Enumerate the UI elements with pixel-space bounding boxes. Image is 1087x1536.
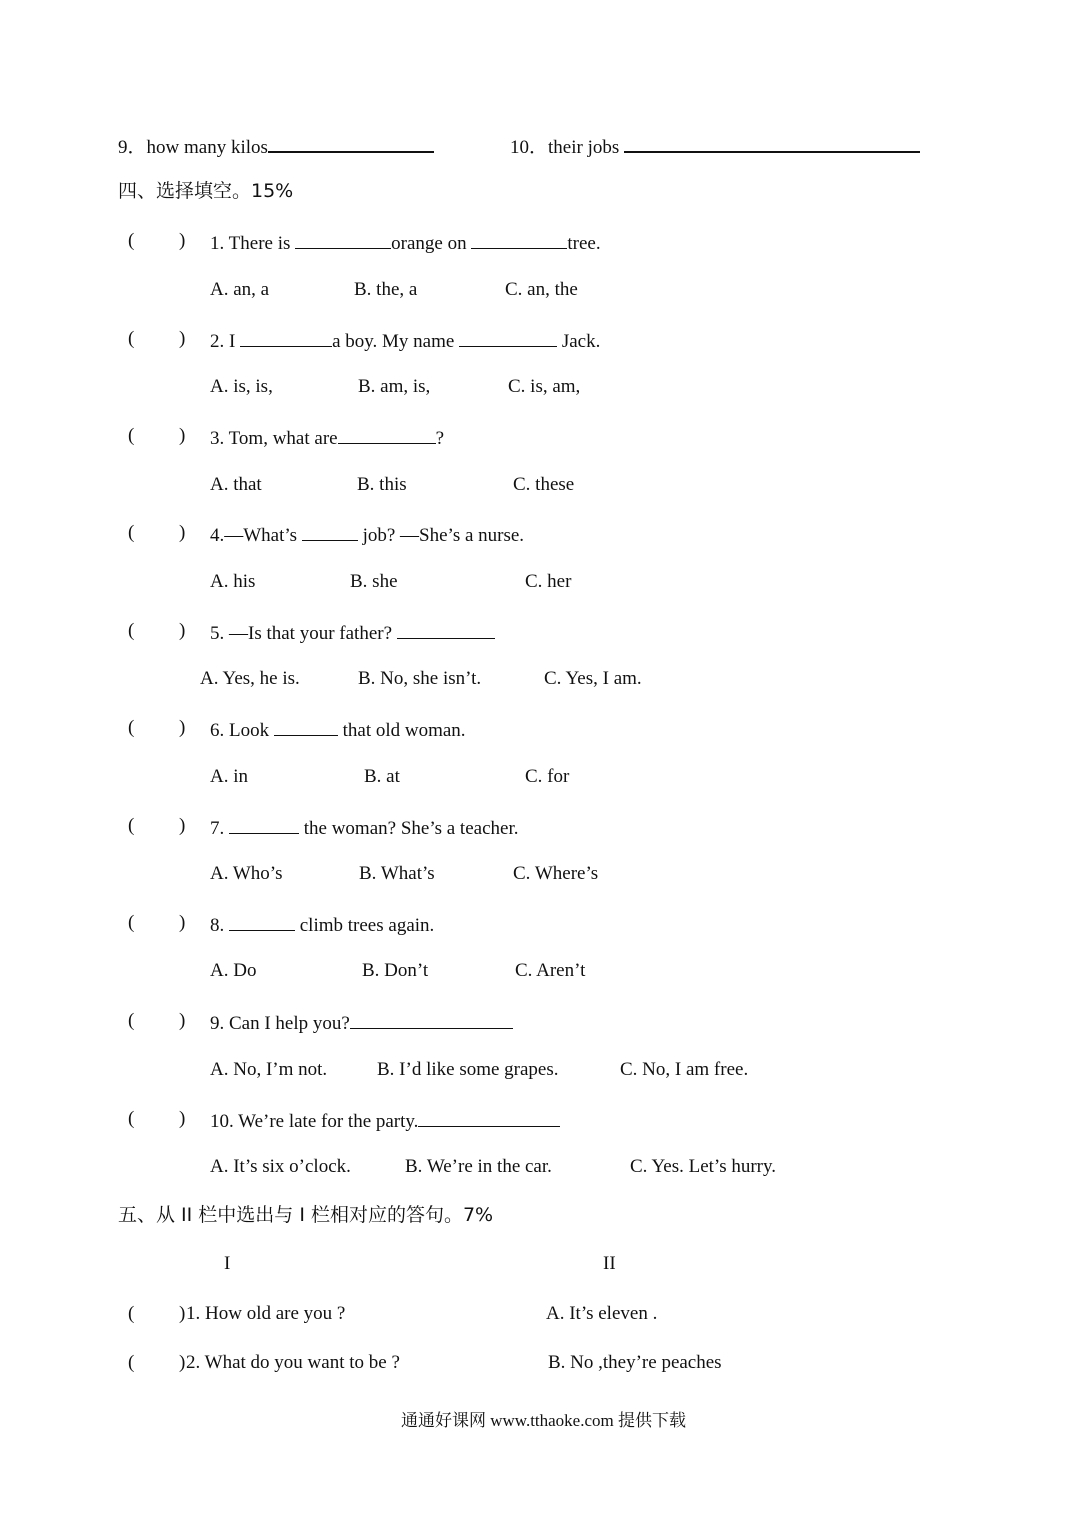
fill-blank[interactable]	[338, 424, 436, 444]
paren-open: (	[128, 522, 135, 543]
fill-blank[interactable]	[295, 229, 391, 249]
paren-close: )	[179, 425, 186, 446]
answer-paren-blank[interactable]	[146, 911, 176, 935]
paren-open: (	[128, 912, 135, 933]
vocab-text: how many kilos	[146, 137, 268, 158]
section-5-title: 五、从 II 栏中选出与 I 栏相对应的答句。7%	[118, 1204, 494, 1226]
question-stem	[210, 1107, 560, 1134]
option-a[interactable]: A. his	[210, 571, 256, 592]
answer-paren-blank[interactable]	[146, 716, 176, 740]
option-b[interactable]: B. No, she isn’t.	[358, 668, 482, 689]
paren-open: (	[128, 620, 135, 641]
question-text: ?	[435, 428, 445, 449]
option-c[interactable]: C. is, am,	[508, 376, 581, 397]
option-a[interactable]: A. It’s six o’clock.	[210, 1156, 351, 1177]
question-text: a boy. My name	[332, 331, 460, 352]
answer-paren-blank[interactable]	[146, 424, 176, 448]
option-b[interactable]: B. this	[357, 474, 407, 495]
answer-blank[interactable]	[624, 132, 920, 153]
column-1-header: I	[224, 1253, 231, 1274]
option-b[interactable]: B. am, is,	[358, 376, 431, 397]
vocab-item-10	[510, 132, 920, 160]
answer-paren-blank[interactable]	[146, 814, 176, 838]
answer-paren-blank[interactable]	[147, 1351, 177, 1375]
question-stem	[210, 814, 518, 841]
fill-blank[interactable]	[471, 229, 567, 249]
paren-open: (	[128, 1108, 135, 1129]
option-b[interactable]: B. she	[350, 571, 398, 592]
answer-paren-blank[interactable]	[146, 1107, 176, 1131]
option-a[interactable]: A. Do	[210, 960, 257, 981]
option-a[interactable]: A. an, a	[210, 279, 270, 300]
paren-close: )	[179, 522, 186, 543]
vocab-number: 10．	[510, 137, 549, 158]
question-stem	[210, 911, 434, 938]
column-2-header: II	[603, 1253, 616, 1274]
paren-close: )	[179, 1303, 186, 1324]
question-text: job? —She’s a nurse.	[357, 525, 525, 546]
question-text: Jack.	[557, 331, 601, 352]
footer-credit: 通通好课网 www.tthaoke.com 提供下载	[400, 1411, 687, 1430]
question-text: climb trees again.	[295, 915, 435, 936]
question-text: 3. Tom, what are	[210, 428, 338, 449]
question-text: 9. Can I help you?	[210, 1013, 350, 1034]
option-b[interactable]: B. We’re in the car.	[405, 1156, 552, 1177]
question-text: 2. I	[210, 331, 241, 352]
question-text: 1. There is	[210, 233, 296, 254]
paren-close: )	[179, 912, 186, 933]
paren-open: (	[128, 717, 135, 738]
question-text: that old woman.	[337, 720, 466, 741]
paren-close: )	[179, 1108, 186, 1129]
question-text: 5. —Is that your father?	[210, 623, 397, 644]
option-a[interactable]: A. in	[210, 766, 248, 787]
paren-open: (	[128, 1010, 135, 1031]
match-question: 1. How old are you ?	[186, 1303, 346, 1324]
answer-blank[interactable]	[268, 132, 434, 153]
match-question: 2. What do you want to be ?	[186, 1352, 400, 1373]
paren-open: (	[128, 1352, 135, 1373]
fill-blank[interactable]	[418, 1107, 560, 1127]
option-b[interactable]: B. What’s	[359, 863, 435, 884]
paren-close: )	[179, 230, 186, 251]
question-stem	[210, 229, 601, 256]
option-c[interactable]: C. Yes, I am.	[544, 668, 642, 689]
option-c[interactable]: C. an, the	[505, 279, 578, 300]
option-a[interactable]: A. Who’s	[210, 863, 283, 884]
option-c[interactable]: C. her	[525, 571, 572, 592]
paren-open: (	[128, 230, 135, 251]
option-b[interactable]: B. the, a	[354, 279, 418, 300]
section-4-title: 四、选择填空。15%	[118, 180, 294, 202]
paren-close: )	[179, 1352, 186, 1373]
fill-blank[interactable]	[350, 1009, 513, 1029]
option-a[interactable]: A. is, is,	[210, 376, 273, 397]
vocab-number: 9．	[118, 137, 147, 158]
fill-blank[interactable]	[397, 619, 495, 639]
option-c[interactable]: C. for	[525, 766, 570, 787]
question-stem	[210, 1009, 513, 1036]
answer-paren-blank[interactable]	[146, 521, 176, 545]
answer-paren-blank[interactable]	[146, 327, 176, 351]
fill-blank[interactable]	[459, 327, 557, 347]
option-b[interactable]: B. Don’t	[362, 960, 429, 981]
question-text: 8.	[210, 915, 229, 936]
option-b[interactable]: B. at	[364, 766, 400, 787]
match-answer: A. It’s eleven .	[546, 1303, 658, 1324]
paren-close: )	[179, 717, 186, 738]
fill-blank[interactable]	[274, 716, 338, 736]
fill-blank[interactable]	[240, 327, 332, 347]
fill-blank[interactable]	[229, 814, 299, 834]
question-text: 10. We’re late for the party.	[210, 1111, 419, 1132]
answer-paren-blank[interactable]	[146, 229, 176, 253]
vocab-item-9	[118, 132, 434, 160]
vocab-text: their jobs	[548, 137, 620, 158]
fill-blank[interactable]	[229, 911, 295, 931]
option-c[interactable]: C. No, I am free.	[620, 1059, 749, 1080]
question-stem	[210, 327, 600, 354]
question-stem	[210, 619, 495, 646]
question-text: 7.	[210, 818, 229, 839]
fill-blank[interactable]	[302, 521, 358, 541]
option-c[interactable]: C. Aren’t	[515, 960, 586, 981]
paren-open: (	[128, 328, 135, 349]
paren-open: (	[128, 425, 135, 446]
option-a[interactable]: A. No, I’m not.	[210, 1059, 328, 1080]
paren-close: )	[179, 815, 186, 836]
question-text: the woman? She’s a teacher.	[299, 818, 519, 839]
option-c[interactable]: C. Yes. Let’s hurry.	[630, 1156, 777, 1177]
option-a[interactable]: A. that	[210, 474, 262, 495]
answer-paren-blank[interactable]	[146, 1009, 176, 1033]
option-c[interactable]: C. these	[513, 474, 575, 495]
paren-close: )	[179, 328, 186, 349]
match-answer: B. No ,they’re peaches	[548, 1352, 722, 1373]
question-stem	[210, 521, 524, 548]
question-stem	[210, 424, 444, 451]
question-text: 4.—What’s	[210, 525, 302, 546]
answer-paren-blank[interactable]	[147, 1302, 177, 1326]
option-b[interactable]: B. I’d like some grapes.	[377, 1059, 559, 1080]
question-text: 6. Look	[210, 720, 274, 741]
question-text: orange on	[391, 233, 472, 254]
paren-open: (	[128, 815, 135, 836]
question-stem	[210, 716, 466, 743]
question-text: tree.	[567, 233, 601, 254]
option-c[interactable]: C. Where’s	[513, 863, 599, 884]
option-a[interactable]: A. Yes, he is.	[200, 668, 300, 689]
paren-close: )	[179, 620, 186, 641]
answer-paren-blank[interactable]	[146, 619, 176, 643]
paren-open: (	[128, 1303, 135, 1324]
paren-close: )	[179, 1010, 186, 1031]
